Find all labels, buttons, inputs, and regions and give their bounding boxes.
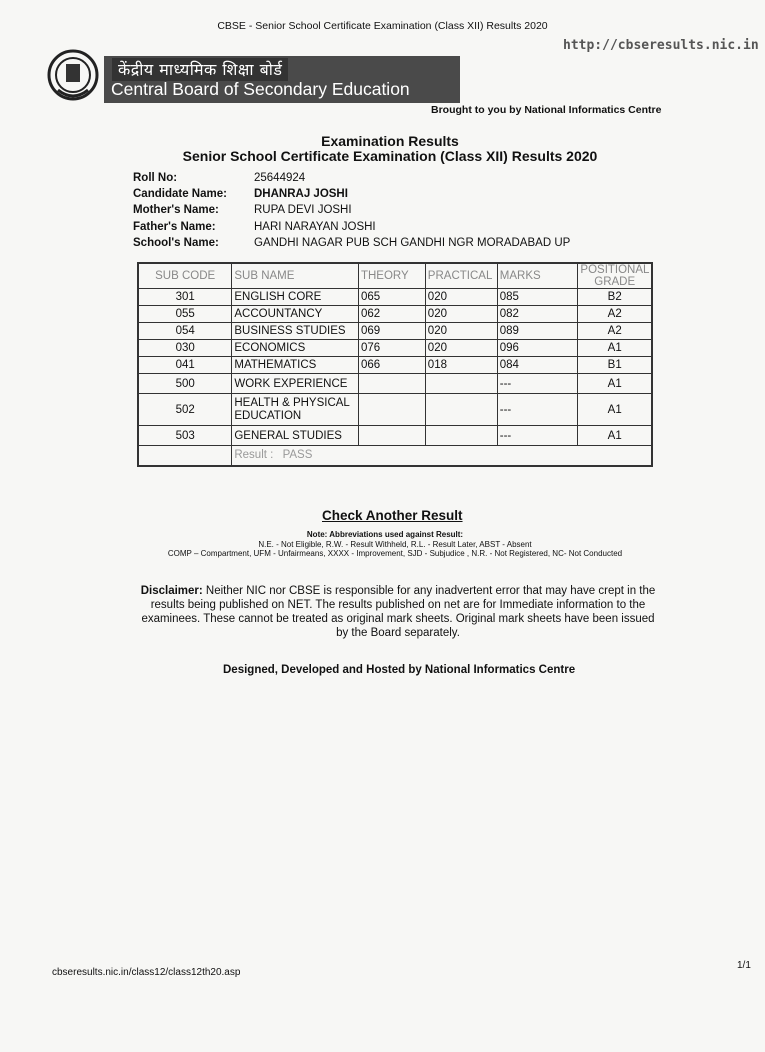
sub-code-cell: 055 <box>138 306 232 323</box>
practical-cell <box>425 394 497 426</box>
disclaimer-text: Neither NIC nor CBSE is responsible for any inadvertent error that may have crept in the results being published on NET. The results published on net are for Immediate information to the examinees. These cannot be treated as original mark sheets. Original mark sheets have been issued by the Board separately. <box>141 585 656 639</box>
table-row <box>138 289 652 306</box>
theory-cell <box>358 426 425 446</box>
practical-cell: 020 <box>425 340 497 357</box>
theory-cell <box>358 374 425 394</box>
designed-by-text: Designed, Developed and Hosted by National Informatics Centre <box>223 664 576 676</box>
print-footer-url: cbseresults.nic.in/class12/class12th20.asp <box>52 967 241 978</box>
father-name-label: Father's Name: <box>133 221 216 233</box>
abbreviations-line-2: COMP – Compartment, UFM - Unfairmeans, XXXX - Improvement, SJD - Subjudice , N.R. - Not Registered, NC- Not Conducted <box>167 549 623 558</box>
grade-cell: A1 <box>578 426 652 446</box>
results-heading: Examination Results <box>321 133 459 149</box>
col-sub-name: SUB NAME <box>232 263 359 289</box>
result-row <box>138 446 652 466</box>
board-name-hindi: केंद्रीय माध्यमिक शिक्षा बोर्ड <box>112 58 288 81</box>
marks-cell: 085 <box>497 289 578 306</box>
practical-cell: 020 <box>425 289 497 306</box>
table-row <box>138 374 652 394</box>
table-row <box>138 306 652 323</box>
sub-code-cell: 503 <box>138 426 232 446</box>
theory-cell: 065 <box>358 289 425 306</box>
table-row <box>138 357 652 374</box>
grade-cell: A1 <box>578 394 652 426</box>
marks-table-header <box>138 263 652 289</box>
practical-cell: 020 <box>425 323 497 340</box>
grade-cell: A2 <box>578 323 652 340</box>
col-marks: MARKS <box>497 263 578 289</box>
roll-no-value: 25644924 <box>254 172 306 184</box>
roll-no-label: Roll No: <box>133 172 178 184</box>
sub-name-cell: WORK EXPERIENCE <box>232 374 359 394</box>
col-sub-code: SUB CODE <box>138 263 232 289</box>
result-spacer-cell <box>138 446 232 466</box>
result-value: PASS <box>282 449 313 462</box>
school-name-value: GANDHI NAGAR PUB SCH GANDHI NGR MORADABAD UP <box>254 237 571 249</box>
result-label: Result : <box>234 449 274 462</box>
school-name-label: School's Name: <box>133 237 219 249</box>
candidate-name-label: Candidate Name: <box>133 188 227 200</box>
theory-cell <box>358 394 425 426</box>
grade-cell: A1 <box>578 374 652 394</box>
table-row <box>138 426 652 446</box>
marks-cell: 082 <box>497 306 578 323</box>
sub-code-cell: 041 <box>138 357 232 374</box>
practical-cell <box>425 426 497 446</box>
theory-cell: 062 <box>358 306 425 323</box>
check-another-result-link[interactable]: Check Another Result <box>322 508 463 523</box>
marks-table <box>137 262 653 467</box>
disclaimer-label: Disclaimer: <box>140 585 203 597</box>
exam-subheading: Senior School Certificate Examination (Class XII) Results 2020 <box>182 148 598 164</box>
theory-cell: 066 <box>358 357 425 374</box>
candidate-name-value: DHANRAJ JOSHI <box>254 188 348 200</box>
site-url-link[interactable]: http://cbseresults.nic.in <box>563 38 759 53</box>
abbreviations-note-heading: Note: Abbreviations used against Result: <box>306 530 464 539</box>
board-name-english: Central Board of Secondary Education <box>111 79 410 99</box>
sub-name-cell: ENGLISH CORE <box>232 289 359 306</box>
mother-name-value: RUPA DEVI JOSHI <box>254 204 352 216</box>
grade-cell: A2 <box>578 306 652 323</box>
sub-code-cell: 054 <box>138 323 232 340</box>
col-positional-grade: POSITIONAL GRADE <box>578 263 652 289</box>
grade-cell: B2 <box>578 289 652 306</box>
sub-name-cell: HEALTH & PHYSICAL EDUCATION <box>232 394 359 426</box>
marks-cell: 096 <box>497 340 578 357</box>
col-practical: PRACTICAL <box>425 263 497 289</box>
sub-name-cell: GENERAL STUDIES <box>232 426 359 446</box>
page-number: 1/1 <box>737 960 751 971</box>
disclaimer <box>138 584 658 640</box>
theory-cell: 076 <box>358 340 425 357</box>
practical-cell <box>425 374 497 394</box>
practical-cell: 020 <box>425 306 497 323</box>
sub-name-cell: ECONOMICS <box>232 340 359 357</box>
sub-code-cell: 030 <box>138 340 232 357</box>
theory-cell: 069 <box>358 323 425 340</box>
result-cell <box>232 446 652 466</box>
sub-name-cell: BUSINESS STUDIES <box>232 323 359 340</box>
sub-code-cell: 301 <box>138 289 232 306</box>
grade-cell: A1 <box>578 340 652 357</box>
brought-by-text: Brought to you by National Informatics Centre <box>431 104 662 116</box>
marks-cell: --- <box>497 426 578 446</box>
col-theory: THEORY <box>358 263 425 289</box>
marks-cell: --- <box>497 394 578 426</box>
mother-name-label: Mother's Name: <box>133 204 219 216</box>
father-name-value: HARI NARAYAN JOSHI <box>254 221 376 233</box>
sub-code-cell: 502 <box>138 394 232 426</box>
print-header-title: CBSE - Senior School Certificate Examination (Class XII) Results 2020 <box>217 20 548 32</box>
sub-code-cell: 500 <box>138 374 232 394</box>
sub-name-cell: MATHEMATICS <box>232 357 359 374</box>
marks-cell: --- <box>497 374 578 394</box>
table-row <box>138 340 652 357</box>
cbse-logo <box>44 46 102 104</box>
table-row <box>138 323 652 340</box>
abbreviations-line-1: N.E. - Not Eligible, R.W. - Result Withheld, R.L. - Result Later, ABST - Absent <box>258 540 532 549</box>
marks-cell: 089 <box>497 323 578 340</box>
sub-name-cell: ACCOUNTANCY <box>232 306 359 323</box>
table-row <box>138 394 652 426</box>
practical-cell: 018 <box>425 357 497 374</box>
marks-cell: 084 <box>497 357 578 374</box>
grade-cell: B1 <box>578 357 652 374</box>
